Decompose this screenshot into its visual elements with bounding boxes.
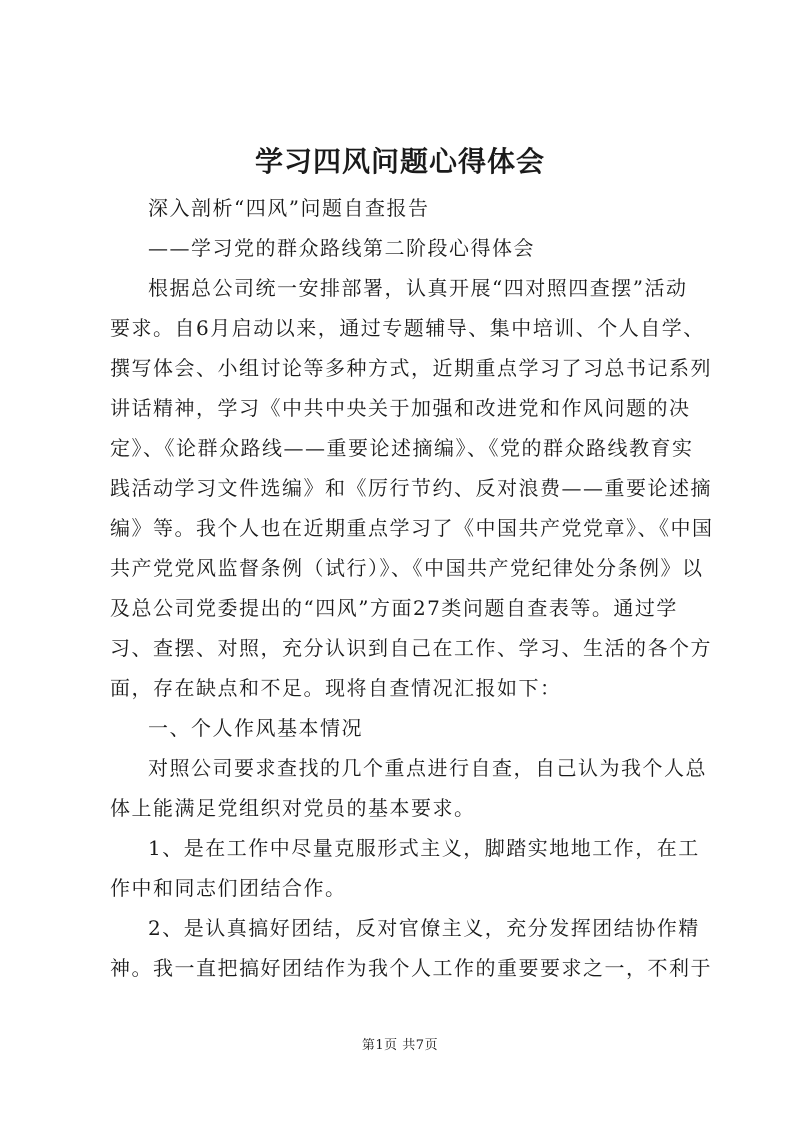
paragraph-line: 根据总公司统一安排部署，认真开展“四对照四查摆”活动	[148, 276, 688, 300]
paragraph-line: 讲话精神，学习《中共中央关于加强和改进党和作风问题的决	[110, 396, 691, 420]
subtitle-line: ——学习党的群众路线第二阶段心得体会	[148, 236, 535, 260]
paragraph-line: 体上能满足党组织对党员的基本要求。	[110, 796, 476, 820]
paragraph-line: 编》等。我个人也在近期重点学习了《中国共产党党章》、《中国	[110, 516, 714, 540]
paragraph-line: 及总公司党委提出的“四风”方面27类问题自查表等。通过学	[110, 596, 678, 620]
paragraph-line: 共产党党风监督条例（试行）》、《中国共产党纪律处分条例》以	[110, 556, 704, 580]
page-footer: 第1页 共7页	[361, 1038, 439, 1053]
paragraph-line: 撰写体会、小组讨论等多种方式，近期重点学习了习总书记系列	[110, 356, 712, 380]
list-item-line: 2、是认真搞好团结，反对官僚主义，充分发挥团结协作精	[148, 916, 700, 940]
document-title: 学习四风问题心得体会	[254, 145, 545, 178]
list-item-line: 作中和同志们团结合作。	[110, 876, 347, 900]
paragraph-line: 习、查摆、对照，充分认识到自己在工作、学习、生活的各个方	[110, 636, 712, 660]
paragraph-line: 要求。自6月启动以来，通过专题辅导、集中培训、个人自学、	[110, 316, 705, 340]
section-heading: 一、个人作风基本情况	[148, 716, 363, 740]
paragraph-line: 践活动学习文件选编》和《厉行节约、反对浪费——重要论述摘	[110, 476, 712, 500]
list-item-line: 神。我一直把搞好团结作为我个人工作的重要要求之一，不利于	[110, 956, 712, 980]
list-item-line: 1、是在工作中尽量克服形式主义，脚踏实地地工作，在工	[148, 836, 700, 860]
paragraph-line: 面，存在缺点和不足。现将自查情况汇报如下：	[110, 676, 562, 700]
paragraph-line: 定》、《论群众路线——重要论述摘编》、《党的群众路线教育实	[110, 436, 694, 460]
subtitle-line: 深入剖析“四风”问题自查报告	[148, 196, 430, 220]
paragraph-line: 对照公司要求查找的几个重点进行自查，自己认为我个人总	[148, 756, 707, 780]
